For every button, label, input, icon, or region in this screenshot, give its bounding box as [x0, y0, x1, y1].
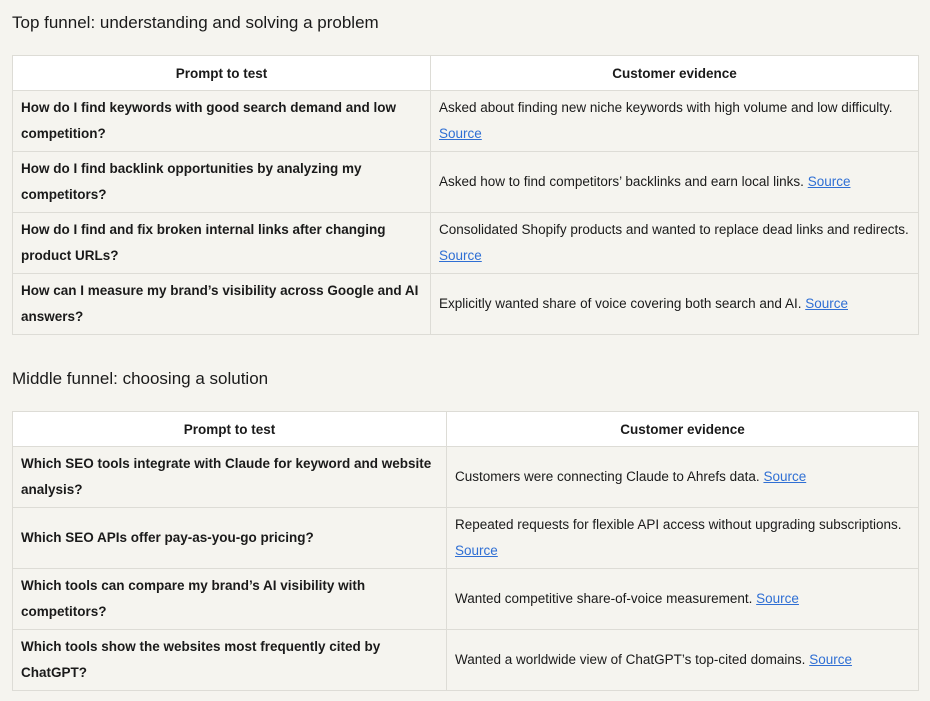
source-link[interactable]: Source — [439, 126, 482, 141]
table-header-row — [13, 412, 919, 447]
evidence-text: Asked how to find competitors’ backlinks and earn local links. — [439, 174, 804, 189]
evidence-cell — [431, 274, 919, 335]
prompt-cell: Which tools show the websites most frequently cited by ChatGPT? — [13, 630, 447, 691]
evidence-cell — [447, 569, 919, 630]
prompt-cell: Which tools can compare my brand’s AI visibility with competitors? — [13, 569, 447, 630]
table-row — [13, 508, 919, 569]
prompt-cell: How do I find keywords with good search demand and low competition? — [13, 91, 431, 152]
prompt-cell: How do I find and fix broken internal links after changing product URLs? — [13, 213, 431, 274]
evidence-cell — [447, 630, 919, 691]
evidence-cell — [447, 447, 919, 508]
table-row — [13, 274, 919, 335]
source-link[interactable]: Source — [763, 469, 807, 484]
source-link[interactable]: Source — [756, 591, 799, 606]
table-row — [13, 447, 919, 508]
prompt-cell: Which SEO tools integrate with Claude for keyword and website analysis? — [13, 447, 447, 508]
evidence-cell — [431, 213, 919, 274]
table-row — [13, 91, 919, 152]
top-funnel-table — [12, 55, 919, 335]
evidence-text: Wanted a worldwide view of ChatGPT’s top-cited domains. — [455, 652, 806, 667]
evidence-text: Asked about finding new niche keywords with high volume and low difficulty. — [439, 100, 893, 115]
evidence-cell — [447, 508, 919, 569]
top-funnel-section — [12, 12, 919, 335]
table-row — [13, 569, 919, 630]
prompt-cell: How can I measure my brand’s visibility across Google and AI answers? — [13, 274, 431, 335]
table-header-row — [13, 56, 919, 91]
source-link[interactable]: Source — [455, 543, 498, 558]
section-title-top-funnel: Top funnel: understanding and solving a problem — [12, 13, 379, 32]
evidence-text: Consolidated Shopify products and wanted to replace dead links and redirects. — [439, 222, 909, 237]
source-link[interactable]: Source — [805, 296, 848, 311]
evidence-cell — [431, 152, 919, 213]
column-header-evidence: Customer evidence — [447, 412, 919, 447]
source-link[interactable]: Source — [809, 652, 852, 667]
table-row — [13, 152, 919, 213]
section-title-middle-funnel: Middle funnel: choosing a solution — [12, 369, 269, 388]
column-header-evidence: Customer evidence — [431, 56, 919, 91]
evidence-text: Repeated requests for flexible API access without upgrading subscriptions. — [455, 517, 902, 532]
prompt-cell: Which SEO APIs offer pay-as-you-go pricing? — [13, 508, 447, 569]
source-link[interactable]: Source — [807, 174, 851, 189]
evidence-text: Wanted competitive share-of-voice measurement. — [455, 591, 753, 606]
column-header-prompt: Prompt to test — [13, 412, 447, 447]
table-row — [13, 213, 919, 274]
evidence-cell — [431, 91, 919, 152]
evidence-text: Customers were connecting Claude to Ahrefs data. — [455, 469, 760, 484]
column-header-prompt: Prompt to test — [13, 56, 431, 91]
middle-funnel-table — [12, 411, 919, 691]
table-row — [13, 630, 919, 691]
evidence-text: Explicitly wanted share of voice covering both search and AI. — [439, 296, 802, 311]
prompt-cell: How do I find backlink opportunities by analyzing my competitors? — [13, 152, 431, 213]
middle-funnel-section — [12, 368, 919, 691]
source-link[interactable]: Source — [439, 248, 482, 263]
